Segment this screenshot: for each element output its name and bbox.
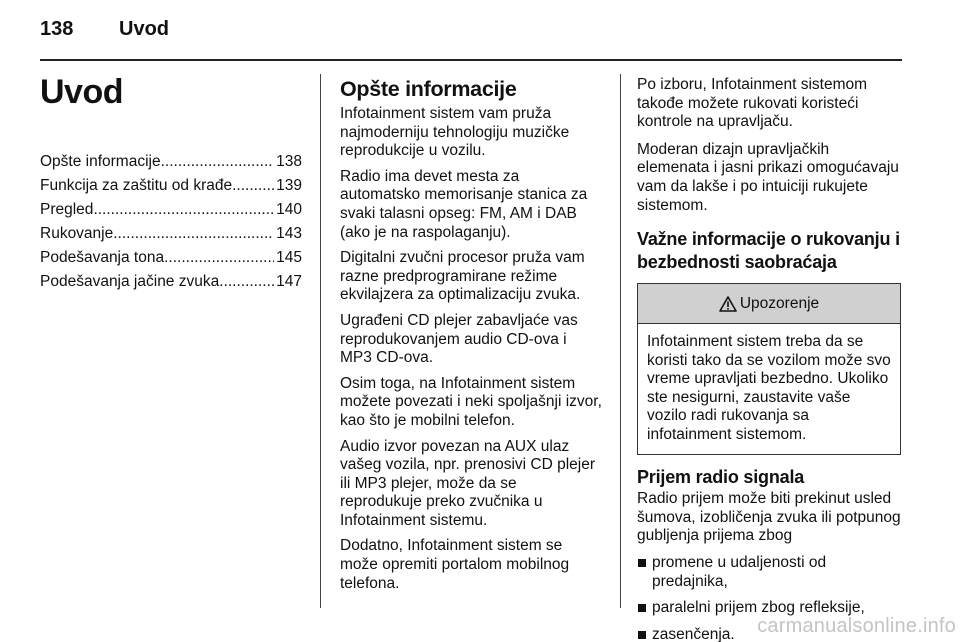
header-rule	[40, 59, 902, 61]
square-bullet-icon	[638, 604, 646, 612]
body-paragraph: Audio izvor povezan na AUX ulaz vašeg vozila, npr. prenosivi CD plejer ili MP3 plejer, može da se reprodukuje preko zvučnika u Infotainment sistemu.	[340, 437, 596, 529]
toc-leader-dots	[93, 198, 274, 222]
square-bullet-icon	[638, 631, 646, 639]
site-watermark: carmanualsonline.info	[757, 615, 956, 637]
body-paragraph: Radio ima devet mesta za automatsko memorisanje stanica za svaki talasni opseg: FM, AM i DAB (ako je na raspolaganju).	[340, 167, 588, 241]
column-divider-2	[620, 74, 621, 608]
body-paragraph: Moderan dizajn upravljačkih elemenata i jasni prikazi omogućavaju vam da lakše i po intuiciji rukujete sistemom.	[637, 140, 899, 214]
warning-text: Infotainment sistem treba da se koristi tako da se vozilom može svo vreme upravljati bezbedno. Ukoliko ste nesigurni, zaustavite vaše vozilo radi rukovanja sa infotainment sistemom.	[647, 333, 891, 443]
warning-header	[638, 284, 900, 324]
toc-leader-dots	[161, 150, 275, 174]
toc-leader-dots	[113, 222, 274, 246]
body-paragraph: Ugrađeni CD plejer zabavljaće vas reprodukovanjem audio CD-ova i MP3 CD-ova.	[340, 311, 578, 367]
toc-leader-dots	[164, 246, 274, 270]
warning-triangle-icon	[719, 296, 737, 312]
toc-item-page: 147	[276, 273, 302, 290]
page-header	[40, 18, 902, 48]
toc-item-page: 143	[276, 225, 302, 242]
body-paragraph: Dodatno, Infotainment sistem se može opremiti portalom mobilnog telefona.	[340, 537, 570, 592]
toc-item[interactable]	[40, 174, 302, 198]
body-paragraph: Infotainment sistem vam pruža najmoderniju tehnologiju muzičke reprodukcije u vozilu.	[340, 105, 570, 160]
table-of-contents	[40, 150, 302, 294]
running-section-title: Uvod	[119, 18, 169, 40]
safety-column	[637, 76, 901, 642]
warning-title: Upozorenje	[739, 294, 820, 312]
section-heading-safety: Važne informacije o rukovanju i bezbednosti saobraćaja	[637, 229, 900, 273]
toc-item[interactable]	[40, 150, 302, 174]
warning-box	[637, 283, 901, 455]
toc-item[interactable]	[40, 222, 302, 246]
square-bullet-icon	[638, 559, 646, 567]
list-item-text: promene u udaljenosti od predajnika,	[652, 553, 827, 590]
chapter-column	[40, 70, 302, 294]
toc-item-label: Podešavanja jačine zvuka	[40, 273, 220, 290]
toc-item-label: Opšte informacije	[40, 153, 161, 170]
toc-item-page: 139	[276, 177, 302, 194]
page-number: 138	[40, 18, 74, 40]
toc-item-label: Rukovanje	[40, 225, 114, 242]
toc-leader-dots	[219, 270, 274, 294]
general-info-column	[340, 76, 602, 593]
toc-leader-dots	[232, 174, 274, 198]
column-divider-1	[320, 74, 321, 608]
list-item-text: paralelni prijem zbog refleksije,	[652, 599, 865, 617]
body-paragraph: Radio prijem može biti prekinut usled šumova, izobličenja zvuka ili potpunog gubljenja prijema zbog	[637, 490, 901, 545]
body-paragraph: Digitalni zvučni procesor pruža vam razne predprogramirane režime ekvilajzera za optimalizaciju zvuka.	[340, 249, 585, 304]
toc-item-page: 140	[276, 201, 302, 218]
toc-item-label: Funkcija za zaštitu od krađe	[40, 177, 233, 194]
section-heading-radio-reception: Prijem radio signala	[637, 467, 805, 488]
toc-item-page: 145	[276, 249, 302, 266]
list-item-text: zasenčenja.	[652, 625, 735, 642]
section-heading-general-info: Opšte informacije	[340, 77, 517, 101]
toc-item-label: Podešavanja tona	[40, 249, 165, 266]
toc-item-page: 138	[276, 153, 302, 170]
body-paragraph: Osim toga, na Infotainment sistem možete povezati i neki spoljašnji izvor, kao što je mobilni telefon.	[340, 374, 602, 429]
toc-item-label: Pregled	[40, 201, 94, 218]
body-paragraph: Po izboru, Infotainment sistemom takođe možete rukovati koristeći kontrole na upravljaču.	[637, 76, 868, 131]
toc-item[interactable]	[40, 198, 302, 222]
list-item	[637, 554, 901, 591]
toc-item[interactable]	[40, 270, 302, 294]
chapter-title: Uvod	[40, 73, 123, 111]
toc-item[interactable]	[40, 246, 302, 270]
